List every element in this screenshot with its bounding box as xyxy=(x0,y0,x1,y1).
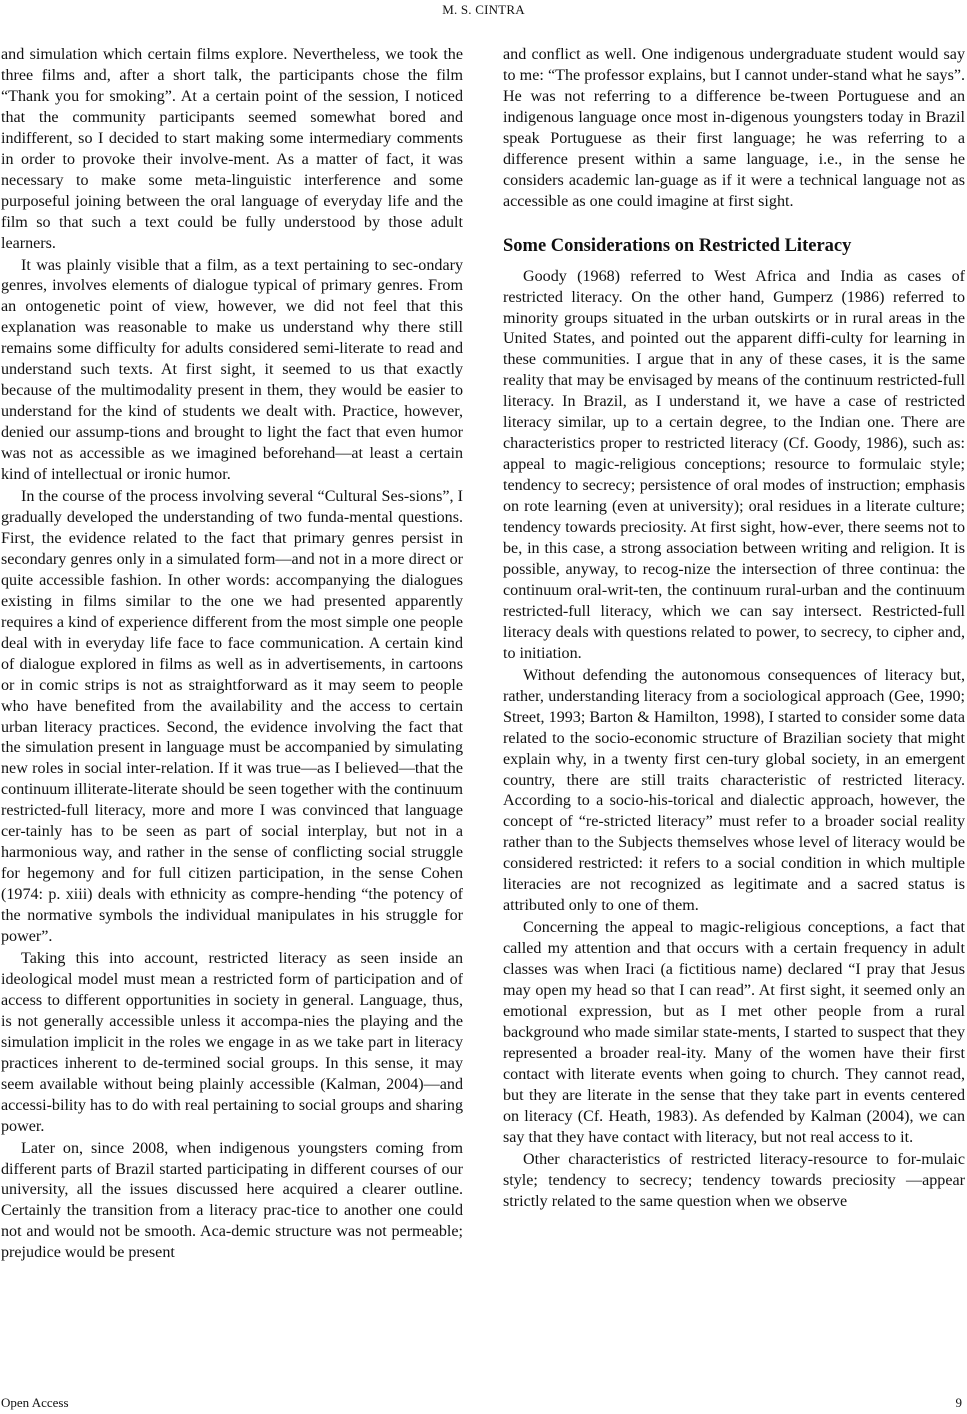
paragraph-continuation: and conflict as well. One indigenous undergraduate student would say to me: “The professor explains, but I cannot under-stand what he says”. He was not referring to a difference be-tween Portuguese and an indigenous language once most in-digenous youngsters today in Brazil speak Portuguese as their first language; he was referring to a difference present within a same language, i.e., in the sense he considers academic lan-guage as if it were a technical language not as accessible as one could imagine at first sight. xyxy=(503,46,965,210)
left-column xyxy=(1,45,463,1264)
paragraph: Other characteristics of restricted literacy-resource to for-mulaic style; tendency to secrecy; tendency towards preciosity —appear strictly related to the same question when we observe xyxy=(503,1150,965,1210)
paragraph: It was plainly visible that a film, as a text pertaining to sec-ondary genres, involves elements of dialogue typical of primary genres. From an ontogenetic point of view, however, we did not feel that this explanation was reasonable to make us understand why there still remains some difficulty for adults considered semi-literate to read and understand such texts. At first sight, it seemed to us that exactly because of the multimodality present in them, they would be easier to understand for the kind of students we dealt with. Practice, however, denied our assump-tions and brought to light the fact that even humor was not as accessible as we imagined beforehand—at least a certain kind of intellectual or ironic humor. xyxy=(1,256,463,484)
running-header: M. S. CINTRA xyxy=(442,2,525,17)
right-column xyxy=(503,45,965,1213)
paragraph: In the course of the process involving several “Cultural Ses-sions”, I gradually developed the understanding of two funda-mental questions. First, the evidence related to the fact that primary genres persist in secondary genres only in a simulated form—and not in a more direct or quite accessible fashion. In other words: accompanying the dialogues existing in films similar to the one we had presented apparently requires a kind of experience different from the most simple one people deal with in everyday life face to face communication. A certain kind of dialogue explored in films as well as in advertisements, in cartoons or in comic strips is not as straightforward as it may seem to people who have benefited from the availability and the access to certain urban literacy practices. Second, the evidence involving the fact that the simulation present in language must be accompanied by simulating new roles in social inter-relation. If it was true—as I believed—that the continuum illiterate-literate should be seen together with the continuum restricted-full literacy, more and more I was convinced that language cer-tainly has to be seen as part of social interplay, but not in a harmonious way, and rather in the sense of conflicting social struggle for hegemony and for full citizen participation, in the sense Cohen (1974: p. xiii) deals with ethnicity as compre-hending “the potency of the normative symbols the individual manipulates in his struggle for power”. xyxy=(1,488,463,946)
paragraph: Later on, since 2008, when indigenous youngsters coming from different parts of Brazil started participating in different courses of our university, all the issues discussed here acquired a clearer outline. Certainly the transition from a literacy prac-tice to another one could not and would not be smooth. Aca-demic structure was not permeable; prejudice would be present xyxy=(1,1139,463,1262)
paragraph: Without defending the autonomous consequences of literacy but, rather, understanding literacy from a sociological approach (Gee, 1990; Street, 1993; Barton & Hamilton, 1998), I started to consider some data related to the socio-economic structure of Brazilian society that might explain why, in a twenty first cen-tury global society, in an emergent country, there are still traits characteristic of restricted literacy. According to a socio-his-torical and dialectic approach, however, the concept of “re-stricted literacy” must refer to a broader social reality rather than to the Subjects themselves whose level of literacy would be considered restricted: it refers to a social condition in which multiple literacies are not recognized as legitimate and a sacred status is attributed only to one of them. xyxy=(503,666,965,915)
page-number: 9 xyxy=(955,1395,962,1410)
section-heading: Some Considerations on Restricted Literacy xyxy=(503,235,852,256)
footer-publisher-label: Open Access xyxy=(1,1395,69,1410)
paragraph: Concerning the appeal to magic-religious conceptions, a fact that called my attention and that occurs with a certain frequency in adult classes was when Iraci (a fictitious name) declared “I pray that Jesus may open my head so that I can read”. At first sight, it seemed only an emotional expression, but as I met other people from a rural background who made similar state-ments, I started to suspect that they represented a broader real-ity. Many of the women have their first contact with literate events when going to church. They cannot read, but they are literate in the sense that they take part in events centered on literacy (Cf. Heath, 1983). As defended by Kalman (2004), we can say that they have contact with literacy, but not real access to it. xyxy=(503,919,965,1146)
paragraph: Goody (1968) referred to West Africa and India as cases of restricted literacy. On the other hand, Gumperz (1986) referred to minority groups situated in the urban outskirts or in rural areas in the United States, and pointed out the apparent diffi-culty for learning in these communities. I argue that in any of these cases, it is the same reality that may be envisaged by means of the continuum restricted-full literacy. In Brazil, as I understand it, we have a case of restricted literacy similar, up to a certain degree, to the Indian one. There are characteristics proper to restricted literacy (Cf. Goody, 1986), such as: appeal to magic-religious conceptions; resource to formulaic style; tendency to secrecy; persistence of oral modes of instruction; emphasis on rote learning (even at university); oral residues in a literate culture; tendency towards preciosity. At first sight, how-ever, there seems not to be, in this case, a strong association between writing and religion. It is possible, anyway, to recog-nize the intersection of three continua: the continuum oral-writ-ten, the continuum rural-urban and the continuum restricted-full literacy, which we can say intersect. Restricted-full literacy deals with questions related to power, to secrecy, to cipher and, to initiation. xyxy=(503,267,965,662)
paragraph-continuation: and simulation which certain films explore. Nevertheless, we took the three films and, after a short talk, the participants chose the film “Thank you for smoking”. At a certain point of the session, I noticed that the community participants seemed somewhat bored and indifferent, so I decided to start making some intermediary comments in order to provoke their involve-ment. As a matter of fact, it was necessary to make some meta-linguistic interference and some purposeful joining between the oral language of everyday life and the film so that such a text could be fully understood by those adult learners. xyxy=(1,46,463,252)
paragraph: Taking this into account, restricted literacy as seen inside an ideological model must mean a restricted form of participation and of access to different opportunities in society in general. Language, thus, is not generally accessible unless it accompa-nies the playing and the simulation implicit in the roles we engage in as we take part in literacy practices inherent to de-termined social groups. In this sense, it may seem available without being plainly accessible (Kalman, 2004)—and accessi-bility has to do with real pertaining to social groups and sharing power. xyxy=(1,949,463,1135)
